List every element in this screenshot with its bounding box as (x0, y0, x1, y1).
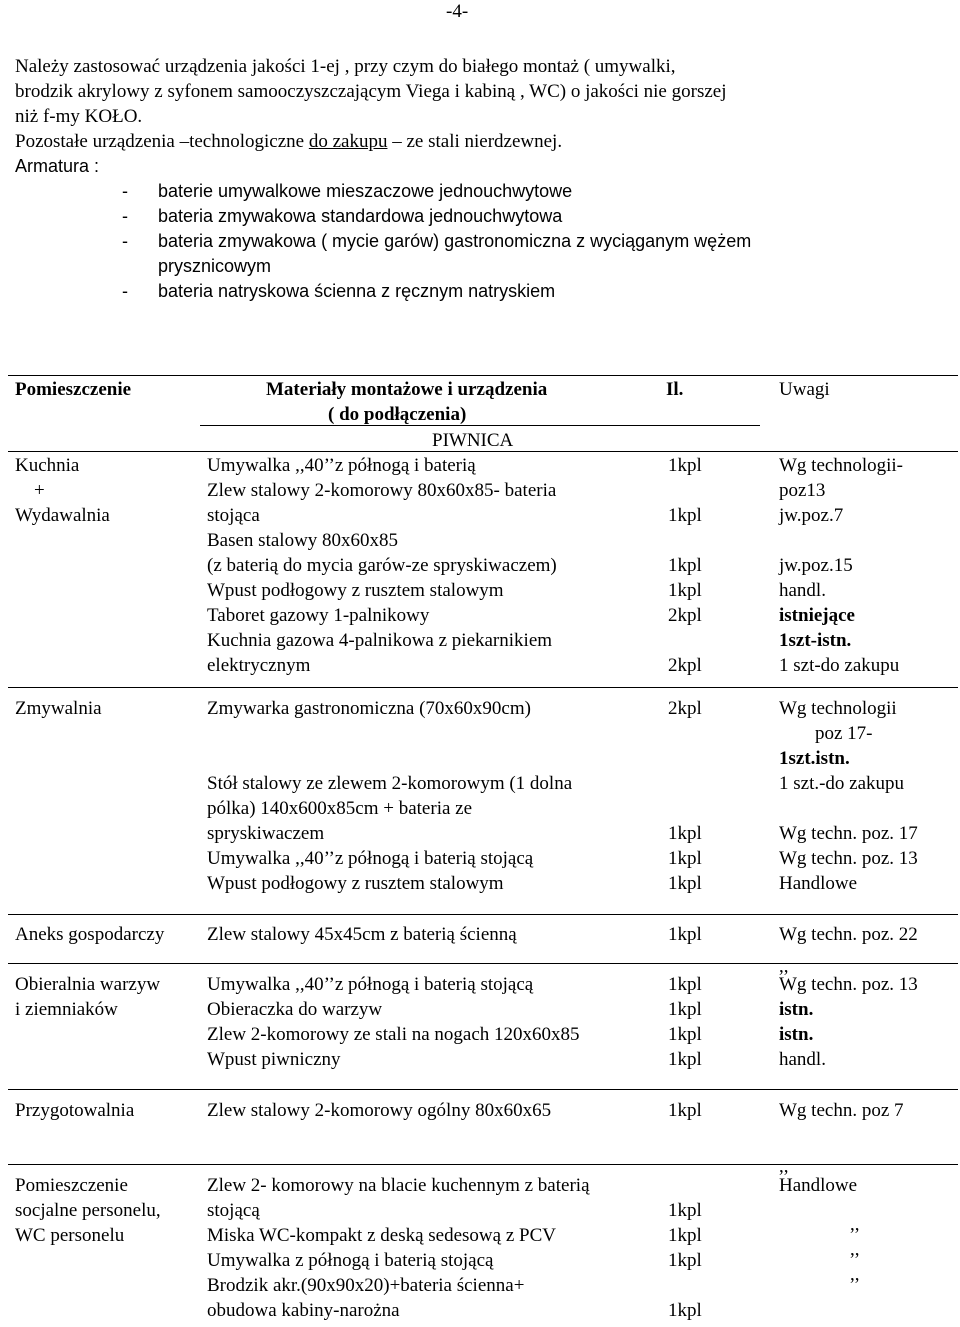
material-item: (z baterią do mycia garów-ze spryskiwaczem) (207, 555, 557, 576)
room-name: Przygotowalnia (15, 1100, 135, 1121)
material-item: Obieraczka do warzyw (207, 999, 383, 1020)
room-name: WC personelu (15, 1225, 125, 1246)
qty-item: 1kpl (668, 580, 702, 601)
header-room: Pomieszczenie (15, 379, 132, 400)
row-divider (8, 1089, 958, 1090)
note-item: handl. (779, 580, 826, 601)
intro-line-2: brodzik akrylowy z syfonem samooczyszczającym Viega i kabiną , WC) o jakości nie gorszej (15, 81, 727, 102)
row-divider (8, 963, 958, 964)
header-materials-sub: ( do podłączenia) (328, 404, 467, 425)
material-item: Umywalka ,,40’’z półnogą i baterią stojącą (207, 974, 534, 995)
room-name: i ziemniaków (15, 999, 118, 1020)
material-item: Zlew stalowy 45x45cm z baterią ścienną (207, 924, 517, 945)
qty-item: 1kpl (668, 1300, 702, 1321)
note-item: Handlowe (779, 1175, 858, 1196)
page-number: -4- (446, 1, 469, 22)
armatura-item: bateria natryskowa ścienna z ręcznym natryskiem (158, 281, 556, 301)
material-item: Umywalka ,,40’’z półnogą i baterią stojącą (207, 848, 534, 869)
room-name: Obieralnia warzyw (15, 974, 161, 995)
note-item: Wg technologii- (779, 455, 903, 476)
header-divider (200, 425, 760, 426)
material-item: Wpust podłogowy z rusztem stalowym (207, 580, 504, 601)
note-item: istniejące (779, 605, 855, 626)
qty-item: 1kpl (668, 873, 702, 894)
qty-item: 1kpl (668, 1049, 702, 1070)
note-item: 1szt-istn. (779, 630, 852, 651)
intro-line-4-a: Pozostałe urządzenia –technologiczne (15, 131, 309, 152)
intro-line-4 (15, 129, 562, 154)
intro-line-4-b: – ze stali nierdzewnej. (387, 131, 563, 152)
material-item: Zlew 2- komorowy na blacie kuchennym z baterią (207, 1175, 590, 1196)
note-item: 1 szt-do zakupu (779, 655, 900, 676)
qty-item: 2kpl (668, 605, 702, 626)
qty-item: 1kpl (668, 823, 702, 844)
armatura-item: bateria zmywakowa standardowa jednouchwytowa (158, 206, 563, 226)
material-item: obudowa kabiny-narożna (207, 1300, 400, 1321)
note-item: jw.poz.15 (779, 555, 853, 576)
material-item: Zmywarka gastronomiczna (70x60x90cm) (207, 698, 531, 719)
armatura-item: bateria zmywakowa ( mycie garów) gastronomiczna z wyciąganym wężem (158, 231, 752, 251)
material-item: Miska WC-kompakt z deską sedesową z PCV (207, 1225, 556, 1246)
qty-item: 1kpl (668, 974, 702, 995)
qty-item: 2kpl (668, 698, 702, 719)
material-item: Umywalka ,,40’’z półnogą i baterią (207, 455, 476, 476)
material-item: Kuchnia gazowa 4-palnikowa z piekarnikiem (207, 630, 553, 651)
armatura-label: Armatura : (15, 156, 100, 176)
header-qty: Il. (666, 379, 684, 400)
note-item: Handlowe (779, 873, 858, 894)
qty-item: 1kpl (668, 1200, 702, 1221)
material-item: Stół stalowy ze zlewem 2-komorowym (1 dolna (207, 773, 573, 794)
material-item: Umywalka z półnogą i baterią stojącą (207, 1250, 494, 1271)
qty-item: 1kpl (668, 555, 702, 576)
qty-item: 1kpl (668, 455, 702, 476)
material-item: elektrycznym (207, 655, 311, 676)
note-item: ,, (779, 956, 789, 977)
note-item: poz13 (779, 480, 826, 501)
material-item: Wpust piwniczny (207, 1049, 341, 1070)
qty-item: 1kpl (668, 848, 702, 869)
material-item: stojąca (207, 505, 260, 526)
room-name: + (34, 480, 45, 501)
qty-item: 1kpl (668, 924, 702, 945)
note-item: Wg techn. poz. 13 (779, 974, 918, 995)
note-item: Wg techn. poz. 22 (779, 924, 918, 945)
note-item: ,, (850, 1214, 860, 1235)
note-item: jw.poz.7 (779, 505, 844, 526)
table-top-border (8, 375, 958, 376)
note-item: Wg techn. poz. 17 (779, 823, 918, 844)
row-divider (8, 687, 958, 688)
qty-item: 1kpl (668, 1250, 702, 1271)
qty-item: 1kpl (668, 999, 702, 1020)
qty-item: 1kpl (668, 1100, 702, 1121)
section-title: PIWNICA (432, 430, 514, 451)
material-item: Basen stalowy 80x60x85 (207, 530, 399, 551)
row-divider (8, 914, 958, 915)
row-divider (8, 451, 958, 452)
armatura-dash: - (122, 281, 128, 301)
material-item: Taboret gazowy 1-palnikowy (207, 605, 430, 626)
note-item: Wg technologii (779, 698, 897, 719)
note-item: ,, (779, 1156, 789, 1177)
room-name: Zmywalnia (15, 698, 102, 719)
note-item: istn. (779, 999, 814, 1020)
note-item: 1 szt.-do zakupu (779, 773, 905, 794)
intro-line-1: Należy zastosować urządzenia jakości 1-ej , przy czym do białego montaż ( umywalki, (15, 56, 676, 77)
armatura-dash: - (122, 181, 128, 201)
room-name: Kuchnia (15, 455, 80, 476)
header-notes: Uwagi (779, 379, 830, 400)
room-name: Pomieszczenie (15, 1175, 128, 1196)
qty-item: 1kpl (668, 1024, 702, 1045)
note-item: istn. (779, 1024, 814, 1045)
armatura-item: prysznicowym (158, 256, 272, 276)
room-name: socjalne personelu, (15, 1200, 161, 1221)
qty-item: 1kpl (668, 505, 702, 526)
qty-item: 1kpl (668, 1225, 702, 1246)
note-item: 1szt.istn. (779, 748, 850, 769)
material-item: Wpust podłogowy z rusztem stalowym (207, 873, 504, 894)
intro-line-4-underlined: do zakupu (308, 131, 388, 152)
row-divider (8, 1164, 958, 1165)
material-item: spryskiwaczem (207, 823, 325, 844)
armatura-dash: - (122, 231, 128, 251)
note-item: handl. (779, 1049, 826, 1070)
material-item: Zlew stalowy 2-komorowy ogólny 80x60x65 (207, 1100, 552, 1121)
room-name: Aneks gospodarczy (15, 924, 165, 945)
room-name: Wydawalnia (15, 505, 110, 526)
material-item: Brodzik akr.(90x90x20)+bateria ścienna+ (207, 1275, 525, 1296)
intro-line-3: niż f-my KOŁO. (15, 106, 143, 127)
note-item: ,, (850, 1239, 860, 1260)
note-item: Wg techn. poz 7 (779, 1100, 904, 1121)
note-item: Wg techn. poz. 13 (779, 848, 918, 869)
note-item: ,, (850, 1264, 860, 1285)
armatura-item: baterie umywalkowe mieszaczowe jednouchwytowe (158, 181, 573, 201)
material-item: pólka) 140x600x85cm + bateria ze (207, 798, 473, 819)
material-item: stojącą (207, 1200, 260, 1221)
qty-item: 2kpl (668, 655, 702, 676)
armatura-dash: - (122, 206, 128, 226)
note-item: poz 17- (815, 723, 873, 744)
material-item: Zlew 2-komorowy ze stali na nogach 120x60x85 (207, 1024, 580, 1045)
header-materials: Materiały montażowe i urządzenia (266, 379, 548, 400)
material-item: Zlew stalowy 2-komorowy 80x60x85- bateria (207, 480, 557, 501)
